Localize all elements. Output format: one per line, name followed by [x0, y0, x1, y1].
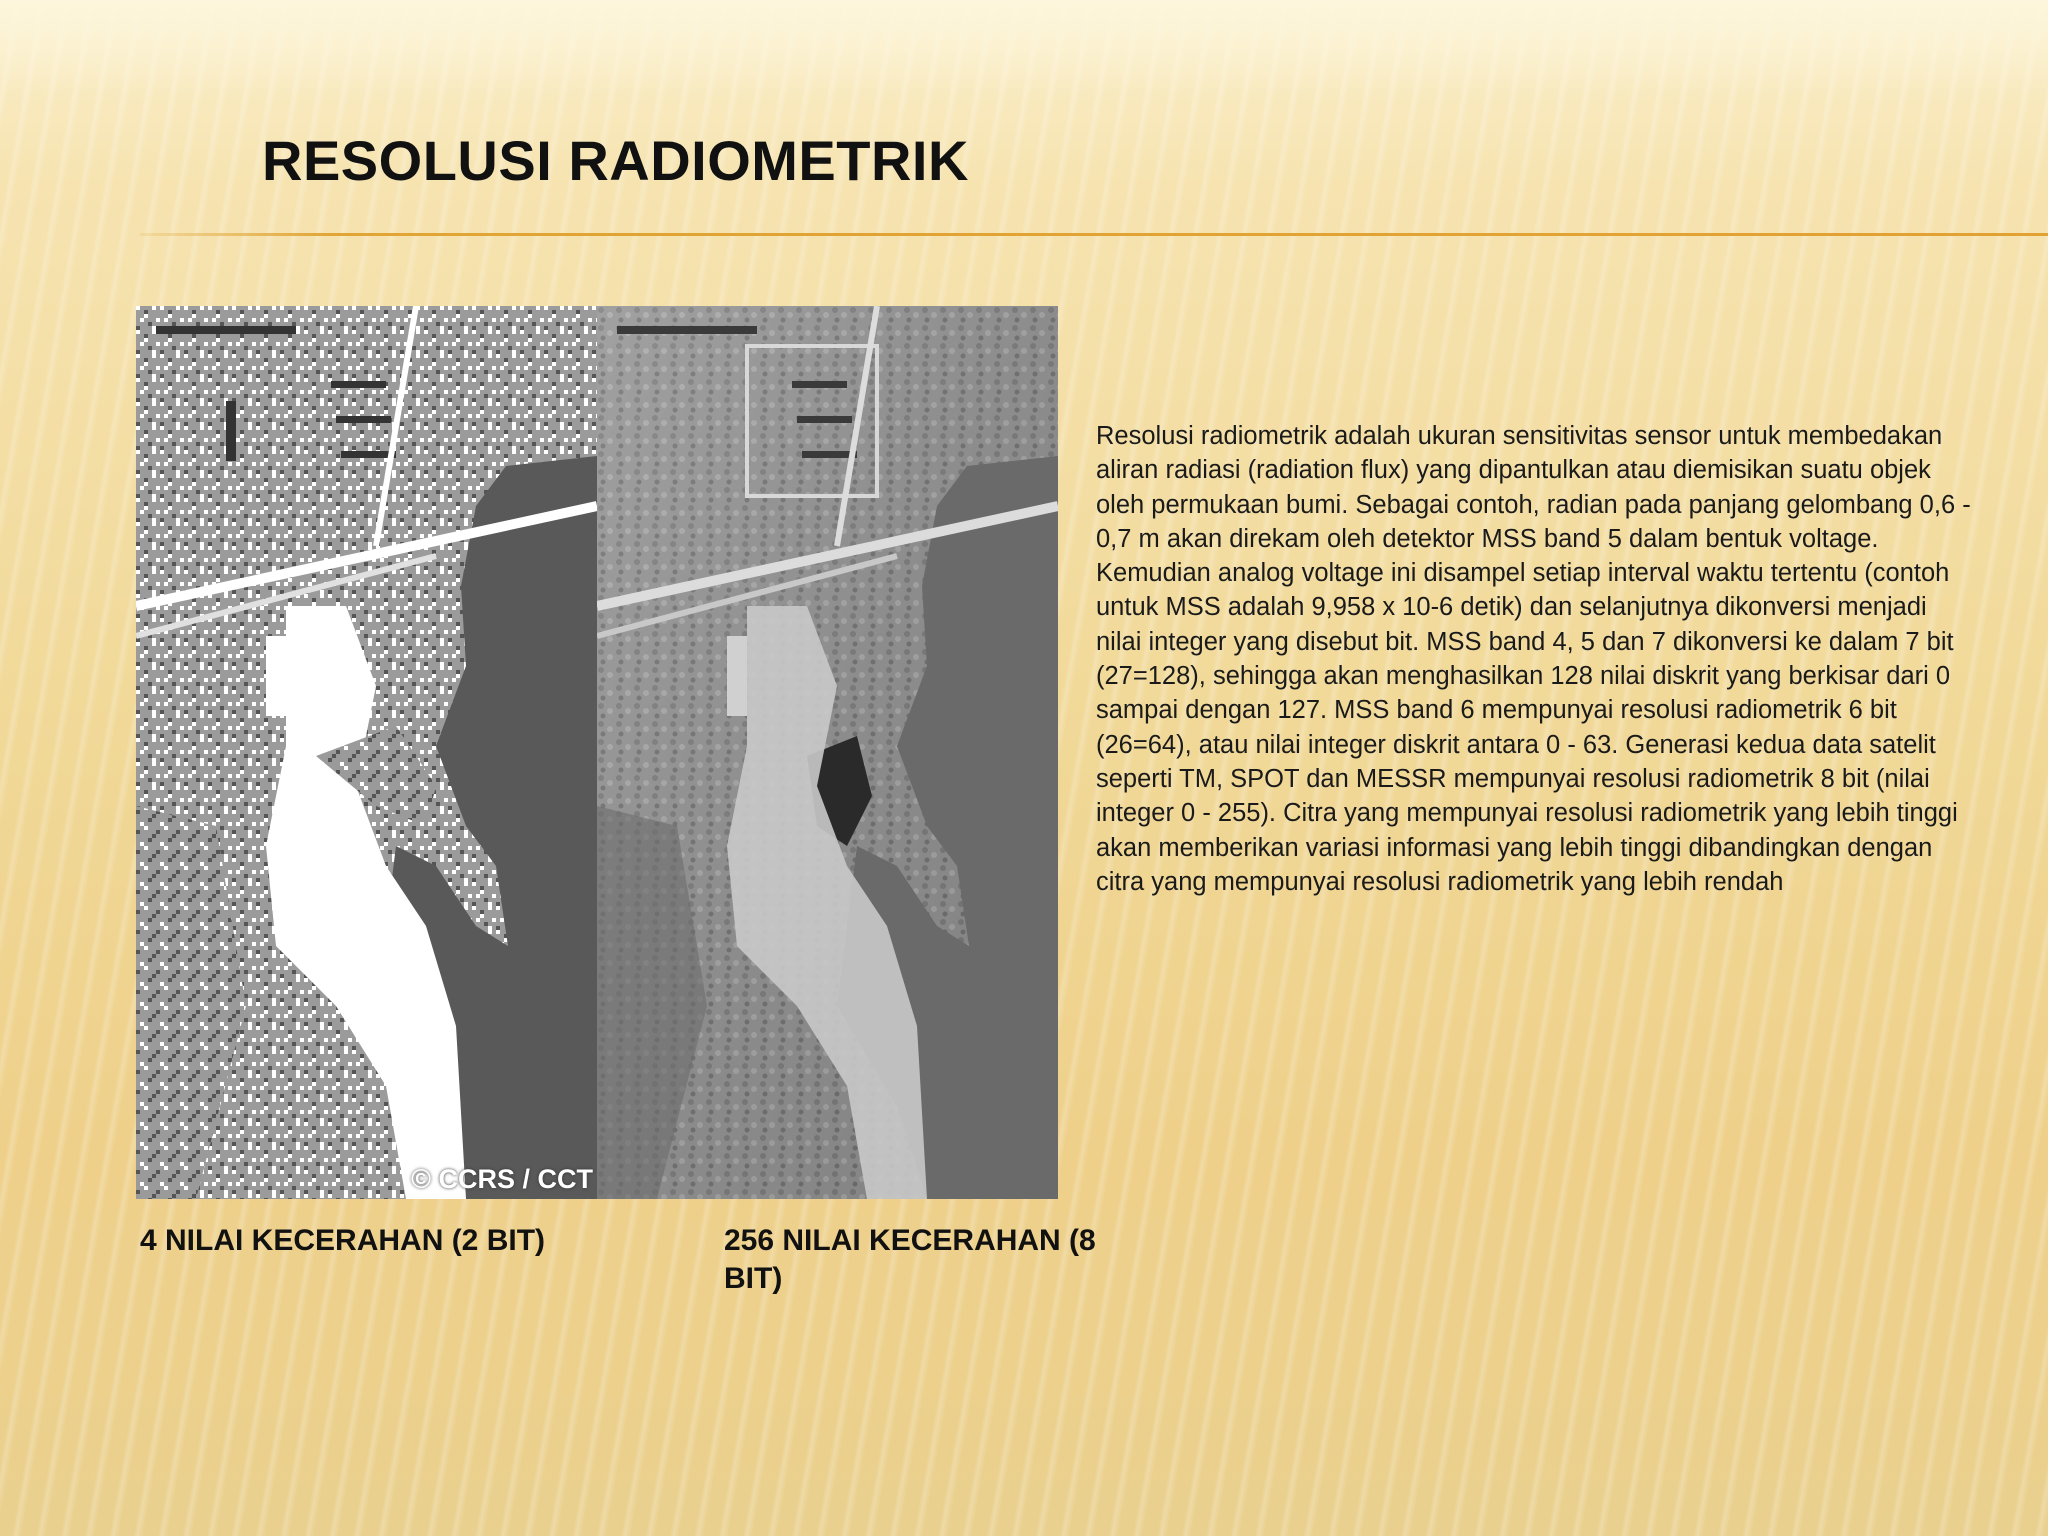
satellite-image-comparison	[136, 306, 1058, 1199]
top-highlight	[0, 0, 2048, 95]
slide-body-text: Resolusi radiometrik adalah ukuran sensitivitas sensor untuk membedakan aliran radiasi (radiation flux) yang dipantulkan atau diemisikan suatu objek oleh permukaan bumi. Sebagai contoh, radian pada panjang gelombang 0,6 - 0,7 m akan direkam oleh detektor MSS band 5 dalam bentuk voltage. Kemudian analog voltage ini disampel setiap interval waktu tertentu (contoh untuk MSS adalah 9,958 x 10-6 detik) dan selanjutnya dikonversi menjadi nilai integer yang disebut bit. MSS band 4, 5 dan 7 dikonversi ke dalam 7 bit (27=128), sehingga akan menghasilkan 128 nilai diskrit yang berkisar dari 0 sampai dengan 127. MSS band 6 mempunyai resolusi radiometrik 6 bit (26=64), atau nilai integer diskrit antara 0 - 63. Generasi kedua data satelit seperti TM, SPOT dan MESSR mempunyai resolusi radiometrik 8 bit (nilai integer 0 - 255). Citra yang mempunyai resolusi radiometrik yang lebih tinggi akan memberikan variasi informasi yang lebih tinggi dibandingkan dengan citra yang mempunyai resolusi radiometrik yang lebih rendah	[1096, 422, 1971, 896]
image-credit: © CCRS / CCT	[411, 1164, 593, 1194]
aerial-image-2bit	[136, 306, 597, 1199]
slide-title: RESOLUSI RADIOMETRIK	[262, 129, 969, 192]
aerial-image-8bit	[597, 306, 1058, 1199]
title-divider	[140, 233, 2048, 236]
caption-2bit: 4 NILAI KECERAHAN (2 BIT)	[140, 1224, 546, 1257]
caption-8bit: 256 NILAI KECERAHAN (8 BIT)	[724, 1224, 1096, 1295]
